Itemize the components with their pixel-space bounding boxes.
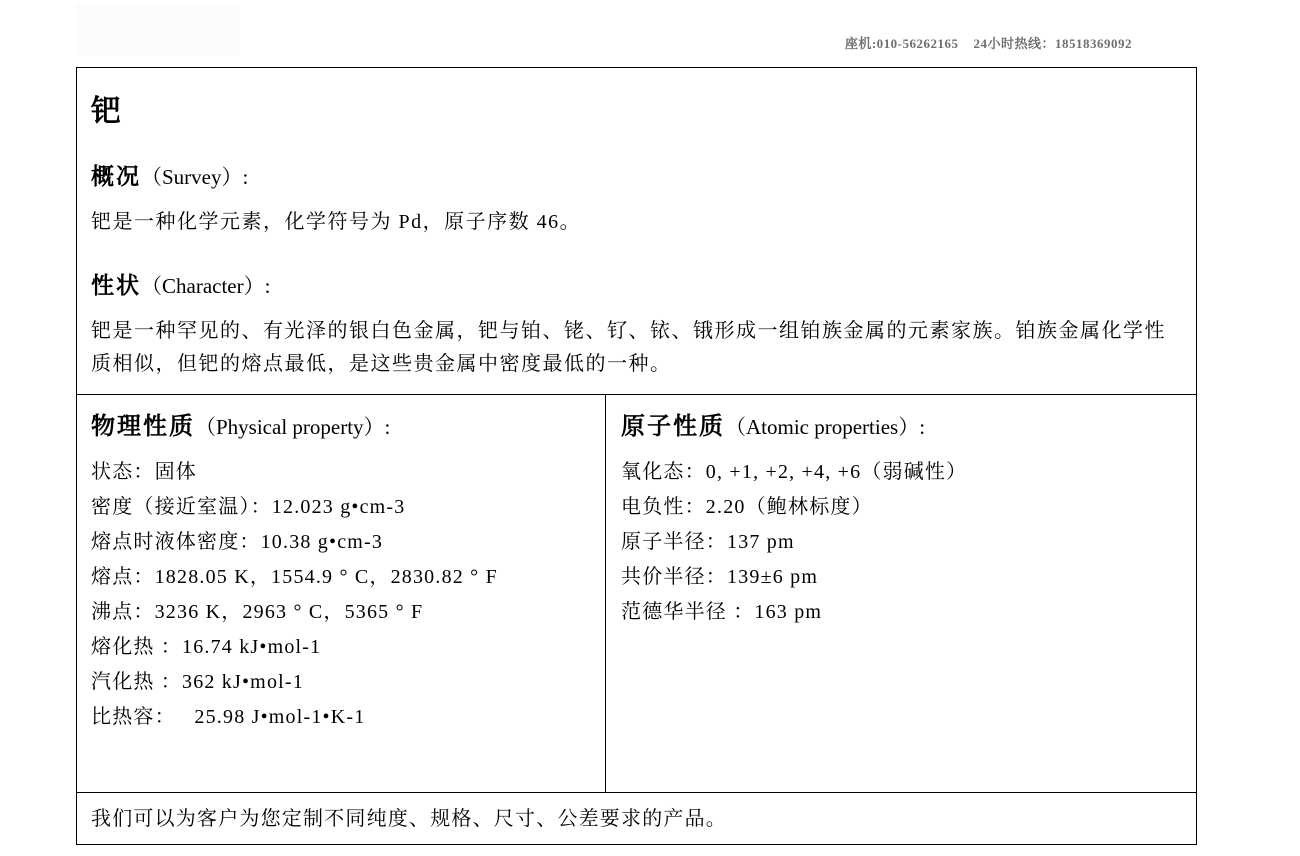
list-item: 汽化热 ：362 kJ•mol-1 bbox=[91, 671, 304, 693]
physical-heading-zh: 物理性质 bbox=[91, 414, 195, 440]
contact-phone-line: 座机:010-56262165 24小时热线：18518369092 bbox=[844, 36, 1132, 51]
company-logo bbox=[75, 3, 240, 55]
atomic-properties-column bbox=[606, 395, 1196, 792]
list-item: 沸点：3236 K，2963 ° C，5365 ° F bbox=[91, 601, 424, 623]
list-item: 电负性：2.20（鲍林标度） bbox=[621, 496, 873, 518]
properties-columns bbox=[77, 395, 1196, 792]
character-paragraph: 钯是一种罕见的、有光泽的银白色金属，钯与铂、铑、钌、铱、锇形成一组铂族金属的元素家族。铂族金属化学性质相似，但钯的熔点最低，是这些贵金属中密度最低的一种。 bbox=[91, 320, 1166, 375]
survey-heading-en: （Survey）: bbox=[141, 165, 249, 189]
list-item: 熔点：1828.05 K，1554.9 ° C，2830.82 ° F bbox=[91, 566, 498, 588]
overview-section bbox=[77, 68, 1196, 395]
customization-note: 我们可以为客户为您定制不同纯度、规格、尺寸、公差要求的产品。 bbox=[77, 792, 1196, 844]
physical-properties-column bbox=[77, 395, 606, 792]
list-item: 熔点时液体密度：10.38 g•cm-3 bbox=[91, 531, 384, 553]
list-item: 熔化热 ：16.74 kJ•mol-1 bbox=[91, 636, 322, 658]
list-item: 比热容： 25.98 J•mol-1•K-1 bbox=[91, 706, 366, 728]
list-item: 氧化态：0, +1, +2, +4, +6（弱碱性） bbox=[621, 461, 968, 483]
list-item: 密度（接近室温）：12.023 g•cm-3 bbox=[91, 496, 406, 518]
atomic-properties-list bbox=[621, 455, 1184, 630]
atomic-heading bbox=[621, 406, 1184, 441]
page-title: 钯 bbox=[91, 95, 122, 128]
list-item: 状态：固体 bbox=[91, 461, 197, 483]
survey-paragraph: 钯是一种化学元素，化学符号为 Pd，原子序数 46。 bbox=[91, 211, 582, 233]
physical-heading bbox=[91, 406, 593, 441]
physical-heading-en: （Physical property）: bbox=[195, 415, 391, 439]
character-heading-en: （Character）: bbox=[141, 274, 271, 298]
survey-heading-zh: 概况 bbox=[91, 164, 141, 189]
list-item: 范德华半径 ：163 pm bbox=[621, 601, 823, 623]
atomic-heading-zh: 原子性质 bbox=[621, 414, 725, 440]
atomic-heading-en: （Atomic properties）: bbox=[725, 415, 926, 439]
survey-heading bbox=[91, 158, 1180, 191]
list-item: 原子半径：137 pm bbox=[621, 531, 795, 553]
physical-properties-list bbox=[91, 455, 593, 735]
list-item: 共价半径：139±6 pm bbox=[621, 566, 819, 588]
character-heading bbox=[91, 267, 1180, 300]
document-box bbox=[76, 67, 1197, 845]
character-heading-zh: 性状 bbox=[91, 273, 141, 298]
